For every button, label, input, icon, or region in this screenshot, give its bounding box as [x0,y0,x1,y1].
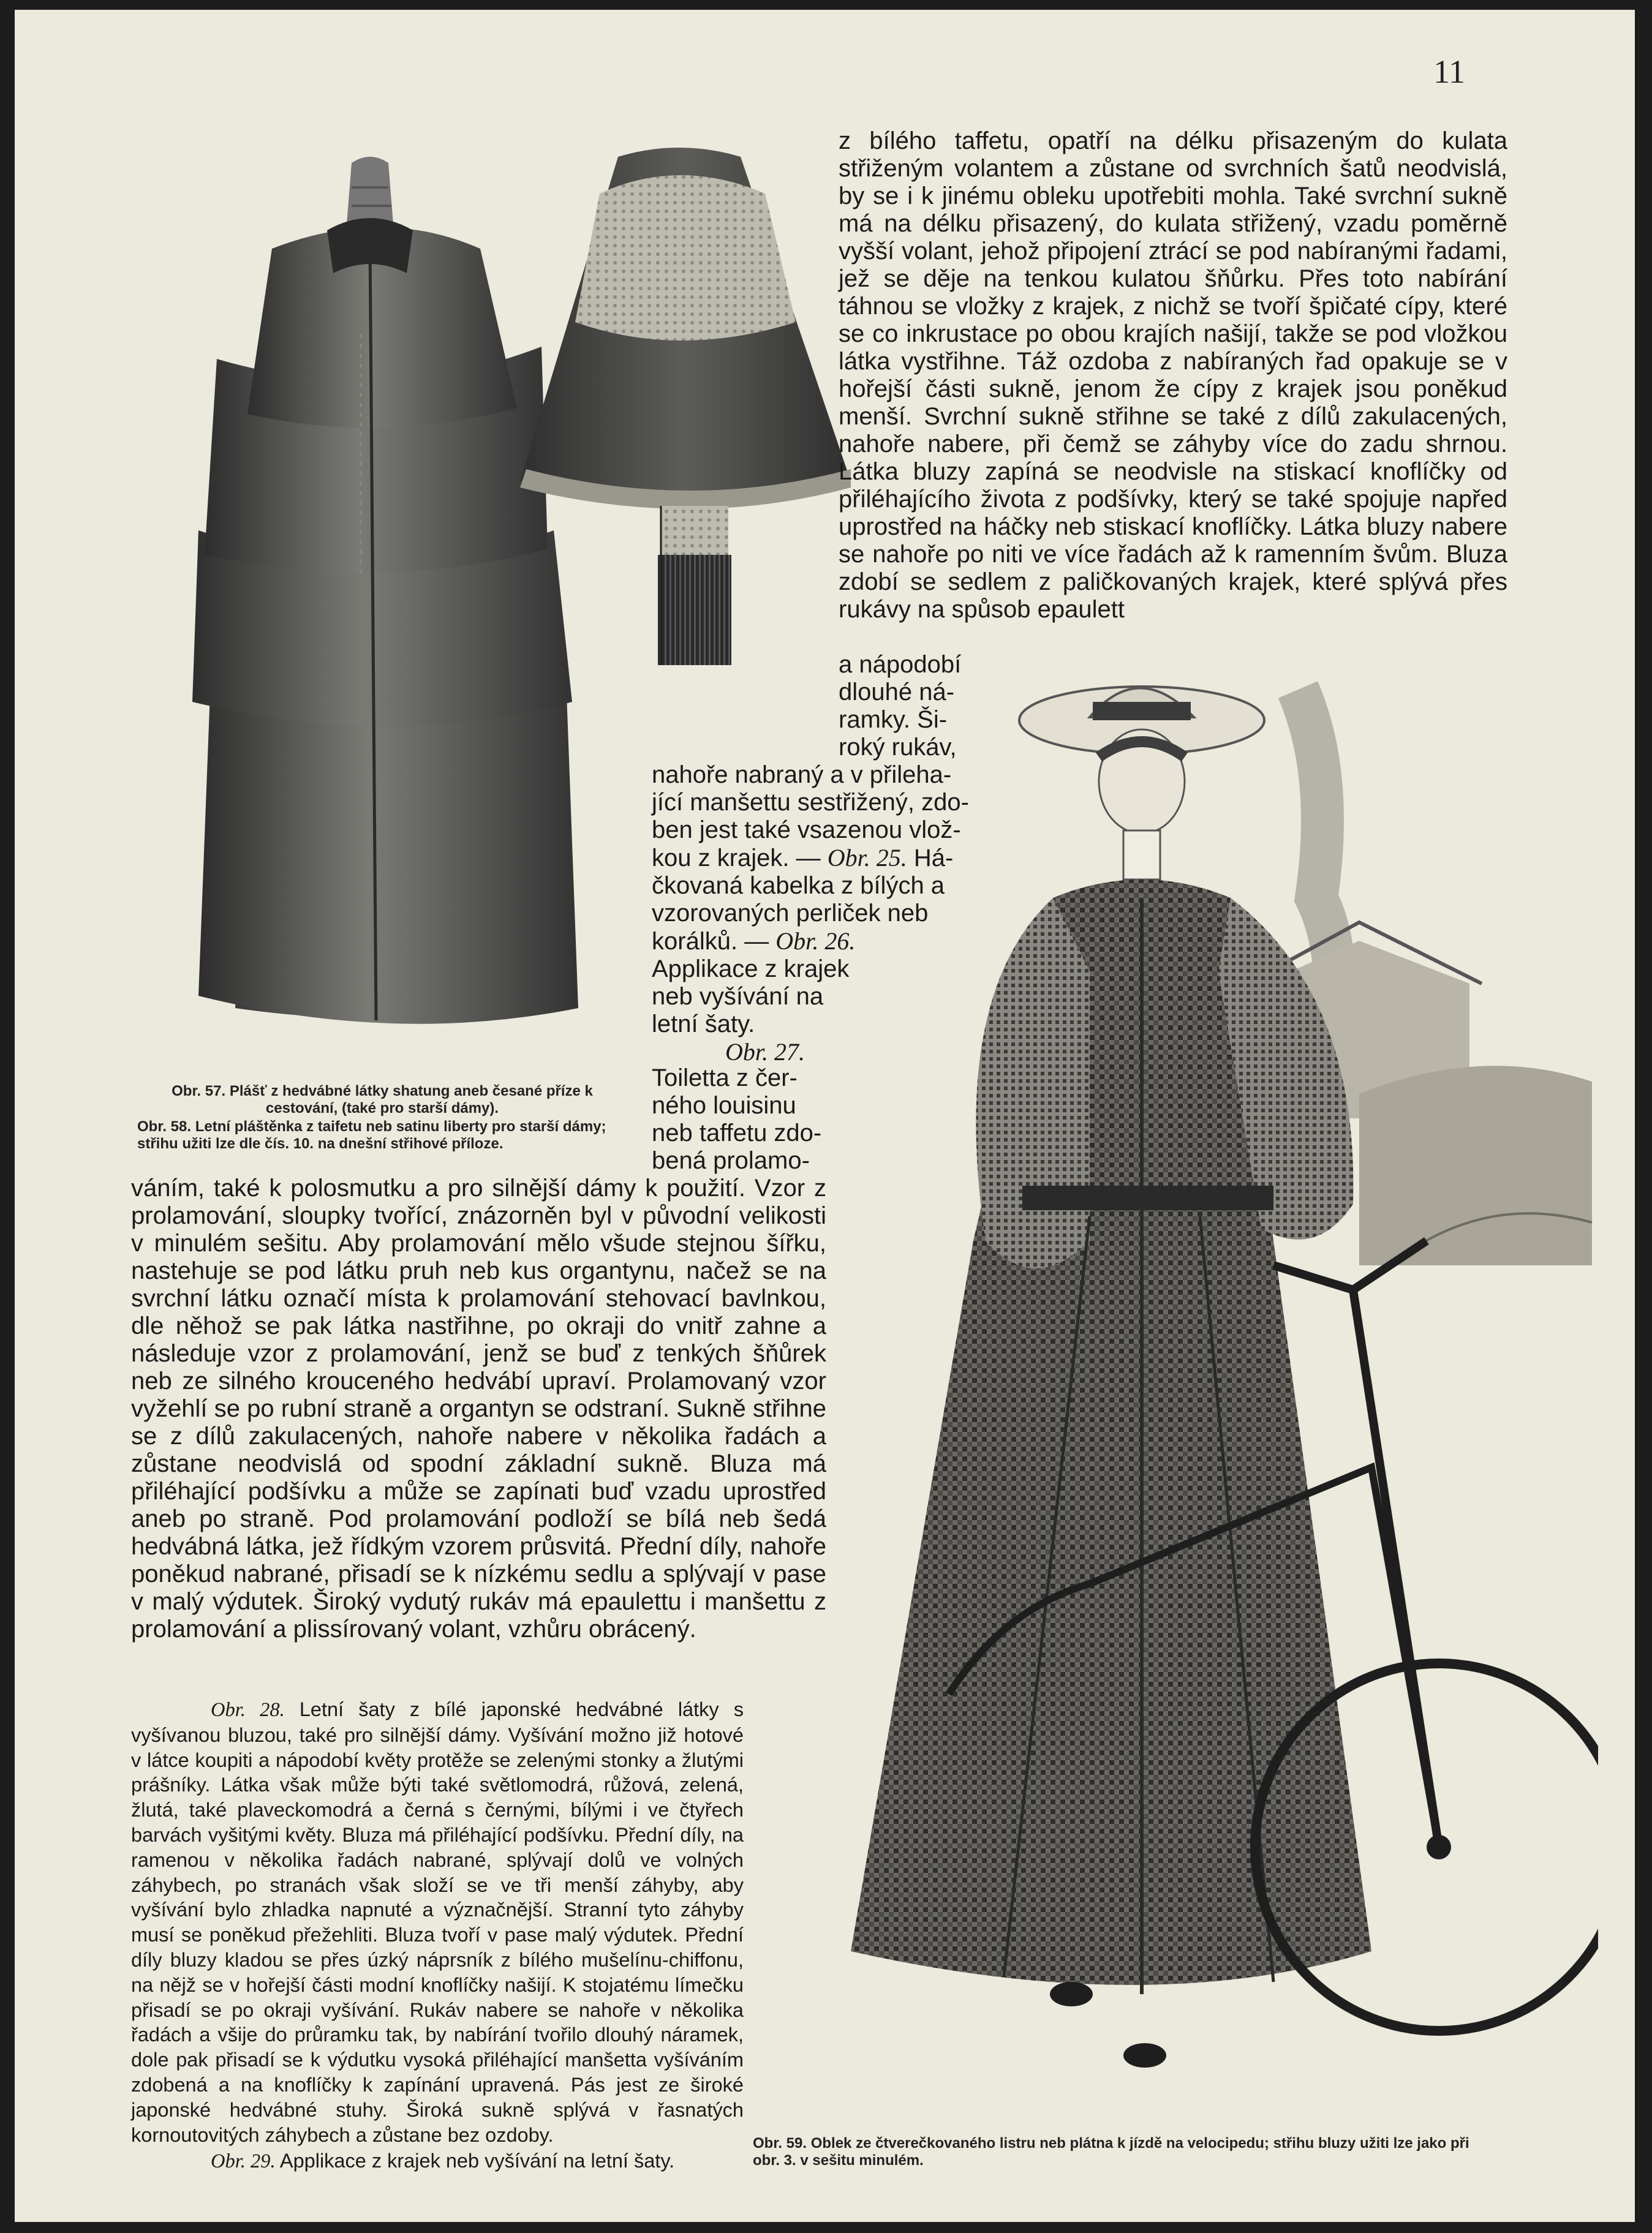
middle-line: nahoře nabraný a v přileha- [652,761,952,788]
cape-illustration [508,138,857,677]
caption-59-text: Obr. 59. Oblek ze čtverečkovaného listru neb plátna k jízdě na velocipedu; střihu bluzy užiti lze jako při obr. 3. v sešitu minulém. [753,2135,1469,2169]
right-column-paragraph: z bílého taffetu, opatří na délku přisazeným do kulata střiženým volantem a zůstane od svrchních šatů neodvislá, by se i k jinému obleku upotřebiti mohla. Také svrchní sukně má na délku přisazený, do kulata střižený, vzadu poměrně vyšší volant, jehož připojení ztrácí se pod nabíranými řadami, jež se děje na tenkou kulatou šňůrku. Přes toto nabírání táhnou se vložky z krajek, z nichž se tvoří špičaté cípy, které se co inkrustace po obou krajích našijí, takže se pod vložkou látka vystřihne. Táž ozdoba z nabíraných řad opakuje se v hořejší části sukně, jenom že cípy z krajek jsou poněkud menší. Svrchní sukně střihne se také z dílů zakulacených, nahoře nabere, při čemž se záhyby více do zadu shrnou. Látka bluzy zapíná se neodvisle na stiskací knoflíčky od přiléhajícího života z podšívky, který se také spojuje napřed uprostřed na háčky neb stiskací knoflíčky. Látka bluzy nabere se nahoře po niti ve více řadách až k ramenním švům. Bluza zdobí se sedlem z paličkovaných krajek, které splývá přes rukávy na spůsob epaulett [839,127,1507,623]
narrow-text-block [839,651,1004,761]
caption-57 [137,1083,627,1117]
middle-line-text: kou z krajek. — [652,845,828,872]
middle-line: Applikace z krajek [652,955,850,982]
narrow-line: Toiletta z čer- [652,1064,798,1091]
middle-line [652,844,1019,872]
middle-line: vzorovaných perliček neb [652,900,929,927]
middle-line: jící manšettu sestřižený, zdo- [652,789,969,816]
magazine-page [15,10,1635,2222]
figure-ref-26: Obr. 26. [775,927,856,955]
figure-ref-25: Obr. 25. [827,844,907,872]
caption-58 [137,1118,627,1153]
narrow-line: ramky. Ši- [839,706,948,733]
toiletta-text-block [652,1064,823,1175]
figure-ref-27: Obr. 27. [725,1038,805,1066]
narrow-line: a nápodobí [839,651,962,678]
middle-line: čkovaná kabelka z bílých a [652,872,945,899]
left-column-text [131,1175,826,1643]
obr28-paragraph: Letní šaty z bílé japonské hedvábné látky s vyšívanou bluzou, také pro silnější dámy. Vyšívání možno již hotové v látce koupiti a nápodobí květy protěže se zelenými stonky a žlutými prášníky. Látka však může býti také světlomodrá, růžová, zelená, žlutá, také plaveckomodrá a černá s černými, bílými i ve čtyřech barvách vyšitými květy. Bluza má přiléhající podšívku. Přední díly, na ramenou v několika řadách nabrané, splývají dolů ve volných záhybech, po stranách však složí se ve tři menší záhyby, aby vyšívání bylo zhladka napnuté a význačnější. Stranní tyto záhyby musí se poněkud přežehliti. Bluza tvoří v pase malý výdutek. Přední díly bluzy kladou se přes úzký náprsník z bílého mušelínu-chiffonu, na nějž se v hořejší části modní knoflíčky našijí. K stojatému límečku přisadí se po okraji vyšívání. Rukáv nabere se nahoře v několika řadách a všije do průramku tak, by nabírání tvořilo dlouhý náramek, dole pak přisadí se k výdutku vysoká přiléhající manšetta vyšíváním zdobená a na knoflíčky k zapínání upravená. Pás jest ze široké japonské hedvábné stuhy. Široká sukně splývá v řasnatých kornoutovitých záhybech a zůstane bez ozdoby. [131,1698,744,2146]
figure-ref-28: Obr. 28. [211,1699,285,1721]
narrow-line: bená prolamo- [652,1147,810,1174]
narrow-line: roký rukáv, [839,734,957,761]
narrow-line: ného louisinu [652,1092,796,1119]
obr29-paragraph: Applikace z krajek neb vyšívání na letní šaty. [279,2150,675,2172]
middle-line: letní šaty. [652,1011,755,1037]
narrow-line: dlouhé ná- [839,679,955,706]
left-column-paragraph: váním, také k polosmutku a pro silnější dámy k použití. Vzor z prolamování, sloupky tvořící, znázorněn byl v původní velikosti v minulém sešitu. Aby prolamování mělo všude stejnou šířku, nastehuje se pod látku pruh neb kus organtynu, načež se na svrchní látku označí místa k prolamování stehovací bavlnkou, dle něhož se pak látka nastřihne, po okraji do vnitř zahne a následuje vzor z prolamování, jenž se buď z tenkých šňůrek neb ze silného krouceného hedvábí upraví. Prolamovaný vzor vyžehlí se po rubní straně a organtyn se odstraní. Sukně střihne se z dílů zakulacených, nahoře nabere v několika řadách a zůstane neodvislá od spodní základní sukně. Bluza má přiléhající podšívku a může se zapínati buď vzadu uprostřed aneb po straně. Pod prolamování podloží se bílá neb šedá hedvábná látka, jež řídkým vzorem průsvitá. Přední díly, nahoře poněkud nabrané, přisadí se k nízkému sedlu a splývají v pase v malý výdutek. Široký vydutý rukáv má epaulettu i manšettu z prolamování a plissírovaný volant, vzhůru obrácený. [131,1175,826,1643]
narrow-line: neb taffetu zdo- [652,1120,822,1147]
figure-ref-29: Obr. 29. [211,2150,276,2173]
page-number: 11 [1433,53,1465,90]
caption-59 [753,2135,1494,2169]
obr28-text-block [131,1697,744,2174]
middle-line: neb vyšívání na [652,983,824,1010]
middle-line-text: Há- [907,845,954,872]
middle-line [652,927,1019,955]
caption-58-text: Obr. 58. Letní pláštěnka z taifetu neb satinu liberty pro starší dámy; střihu užiti lze dle čís. 10. na dnešní střihové příloze. [137,1118,606,1152]
middle-line-text: korálků. — [652,928,776,955]
middle-text-block [652,761,1019,1066]
right-column-text [839,127,1507,623]
caption-57-text: Obr. 57. Plášť z hedvábné látky shatung aneb česané příze k cestování, (také pro starší dámy). [172,1083,593,1116]
middle-line: ben jest také vsazenou vlož- [652,816,961,843]
